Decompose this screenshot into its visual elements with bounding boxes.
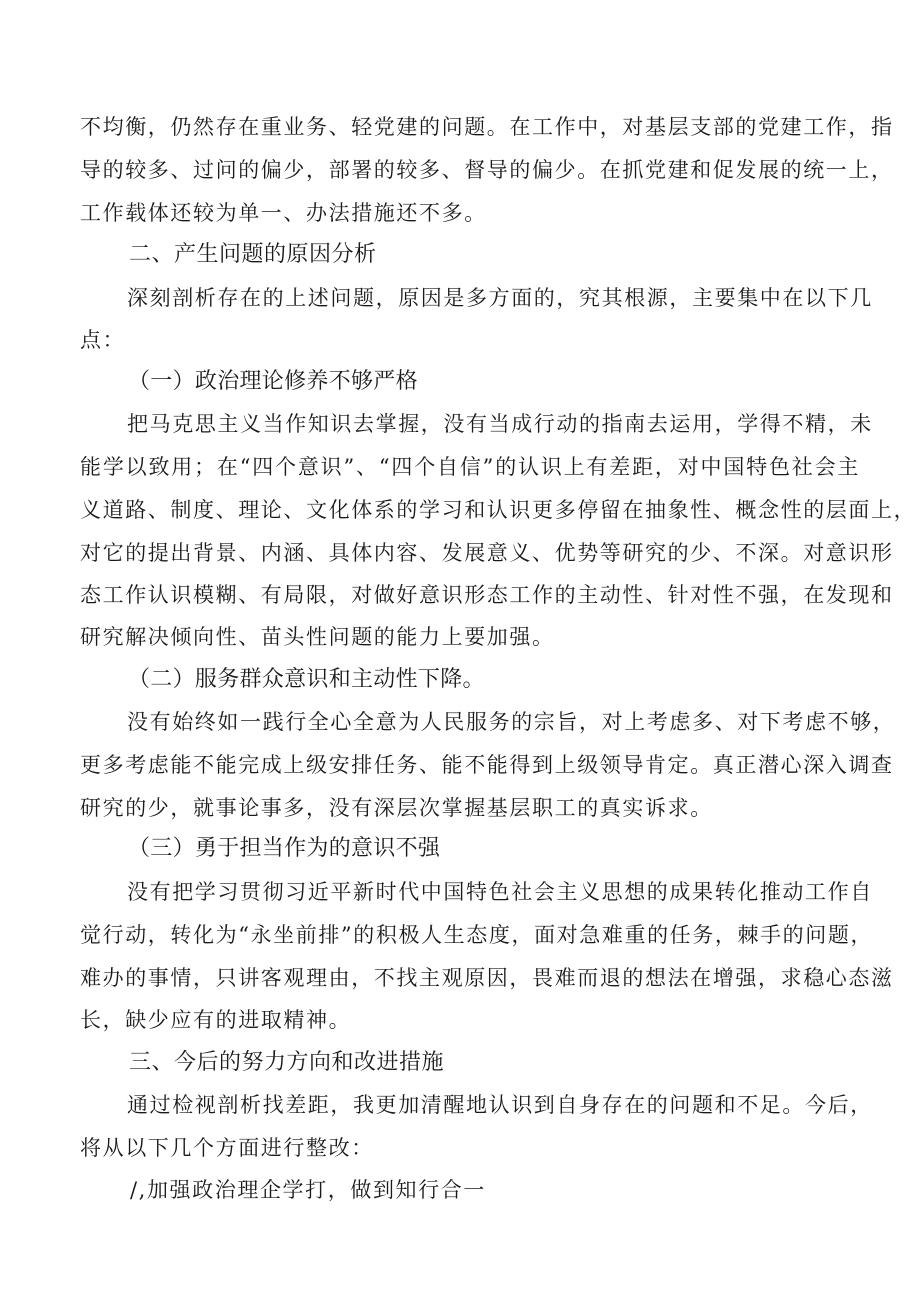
body-text-line: 通过检视剖析找差距，我更加清醒地认识到自身存在的问题和不足。今后， (127, 1093, 873, 1117)
body-text-line: 能学以致用；在“四个意识”、“四个自信”的认识上有差距，对中国特色社会主 (80, 455, 860, 479)
body-text-line: 工作载体还较为单一、办法措施还不多。 (80, 201, 487, 225)
body-text-line: 义道路、制度、理论、文化体系的学习和认识更多停留在抽象性、概念性的层面上， (80, 498, 917, 522)
body-text-line: 不均衡，仍然存在重业务、轻党建的问题。在工作中，对基层支部的党建工作，指 (80, 115, 894, 139)
body-text-line: 难办的事情，只讲客观理由，不找主观原因，畏难而退的想法在增强，求稳心态滋 (80, 966, 894, 990)
body-text-line: 没有始终如一践行全心全意为人民服务的宗旨，对上考虑多、对下考虑不够， (127, 710, 896, 734)
subsection-heading: （三）勇于担当作为的意识不强 (128, 836, 441, 861)
body-text-line: 研究的少，就事论事多，没有深层次掌握基层职工的真实诉求。 (80, 796, 713, 820)
body-text-line: 点： (80, 328, 126, 352)
body-text-line: 研究解决倾向性、苗头性问题的能力上要加强。 (80, 625, 555, 649)
body-text-line: 导的较多、过问的偏少，部署的较多、督导的偏少。在抓党建和促发展的统一上， (80, 158, 894, 182)
section-heading: 二、产生问题的原因分析 (129, 242, 377, 267)
body-text-line: 深刻剖析存在的上述问题，原因是多方面的，究其根源，主要集中在以下几 (127, 286, 873, 310)
section-heading: 三、今后的努力方向和改进措施 (129, 1050, 445, 1075)
body-text-line: 长，缺少应有的进取精神。 (80, 1008, 352, 1032)
body-text-line: /,加强政治理企学打，做到知行合一 (130, 1178, 486, 1202)
body-text-line: 对它的提出背景、内涵、具体内容、发展意义、优势等研究的少、不深。对意识形 (80, 541, 894, 565)
body-text-line: 把马克思主义当作知识去掌握，没有当成行动的指南去运用，学得不精，未 (127, 412, 873, 436)
body-text-line: 觉行动，转化为“永坐前排”的积极人生态度，面对急难重的任务，棘手的问题， (80, 923, 874, 947)
body-text-line: 没有把学习贯彻习近平新时代中国特色社会主义思想的成果转化推动工作自 (127, 880, 873, 904)
body-text-line: 态工作认识模糊、有局限，对做好意识形态工作的主动性、针对性不强，在发现和 (80, 583, 894, 607)
body-text-line: 将从以下几个方面进行整改： (80, 1136, 374, 1160)
subsection-heading: （一）政治理论修养不够严格 (128, 369, 418, 394)
subsection-heading: （二）服务群众意识和主动性下降。 (128, 667, 485, 692)
body-text-line: 更多考虑能不能完成上级安排任务、能不能得到上级领导肯定。真正潜心深入调查 (80, 753, 894, 777)
